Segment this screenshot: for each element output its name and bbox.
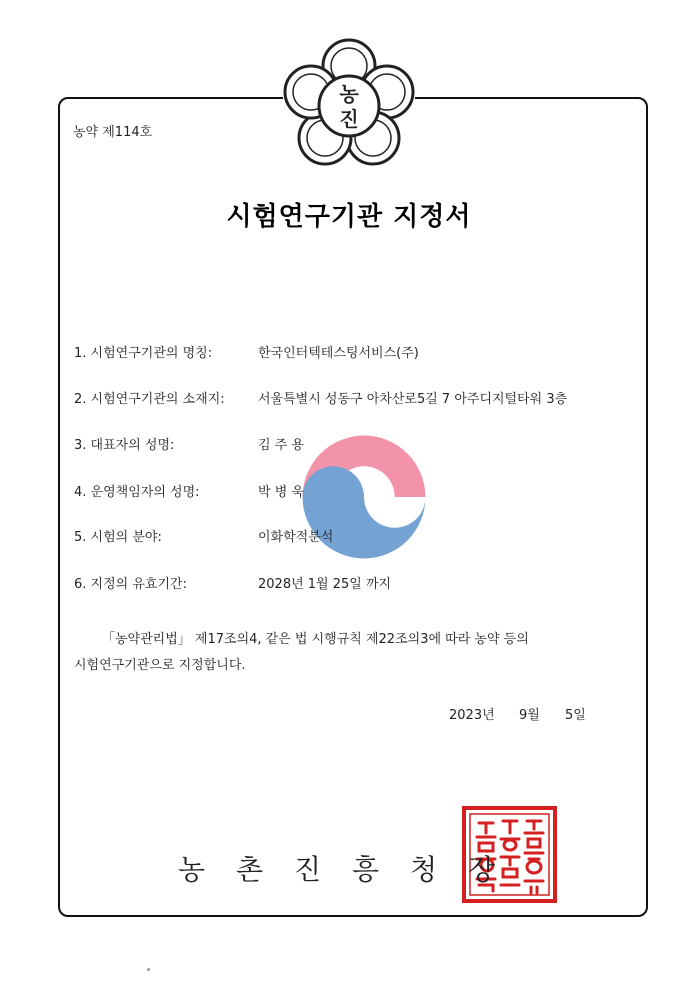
field-label: 3. 대표자의 성명: (74, 438, 175, 453)
document-title: 시험연구기관 지정서 (226, 202, 472, 232)
date-day: 5일 (565, 708, 586, 723)
field-value: 한국인터텍테스팅서비스(주) (258, 346, 419, 361)
field-value: 이화학적분석 (258, 530, 334, 545)
field-label: 2. 시험연구기관의 소재지: (74, 392, 225, 407)
field-value: 서울특별시 성동구 아차산로5길 7 아주디지털타워 3층 (258, 392, 568, 407)
statement-line-1: 「농약관리법」 제17조의4, 같은 법 시행규칙 제22조의3에 따라 농약 등의 (102, 632, 529, 647)
field-label: 6. 지정의 유효기간: (74, 577, 187, 592)
field-value: 2028년 1월 25일 까지 (258, 577, 392, 592)
issuer-char: 흥 (352, 853, 380, 886)
issuer-char: 촌 (236, 853, 264, 886)
field-value: 김 주 용 (258, 438, 304, 453)
document-number: 농약 제114호 (73, 125, 153, 140)
field-label: 4. 운영책임자의 성명: (74, 485, 200, 500)
emblem-char-bottom: 진 (339, 107, 359, 131)
issuer-name (178, 848, 526, 888)
scan-speck (147, 968, 150, 971)
statement-line-2: 시험연구기관으로 지정합니다. (74, 658, 246, 673)
date-year: 2023년 (449, 708, 495, 723)
rda-emblem-icon (283, 38, 415, 170)
emblem-char-top: 농 (339, 82, 359, 106)
issuer-char: 농 (178, 853, 206, 886)
issuer-char: 진 (294, 853, 322, 886)
issuer-char: 청 (410, 853, 438, 886)
field-value: 박 병 욱 (258, 485, 304, 500)
issuer-char: 장 (468, 853, 496, 886)
field-label: 5. 시험의 분야: (74, 530, 162, 545)
date-month: 9월 (519, 708, 540, 723)
designation-statement (74, 627, 632, 679)
field-label: 1. 시험연구기관의 명칭: (74, 346, 213, 361)
